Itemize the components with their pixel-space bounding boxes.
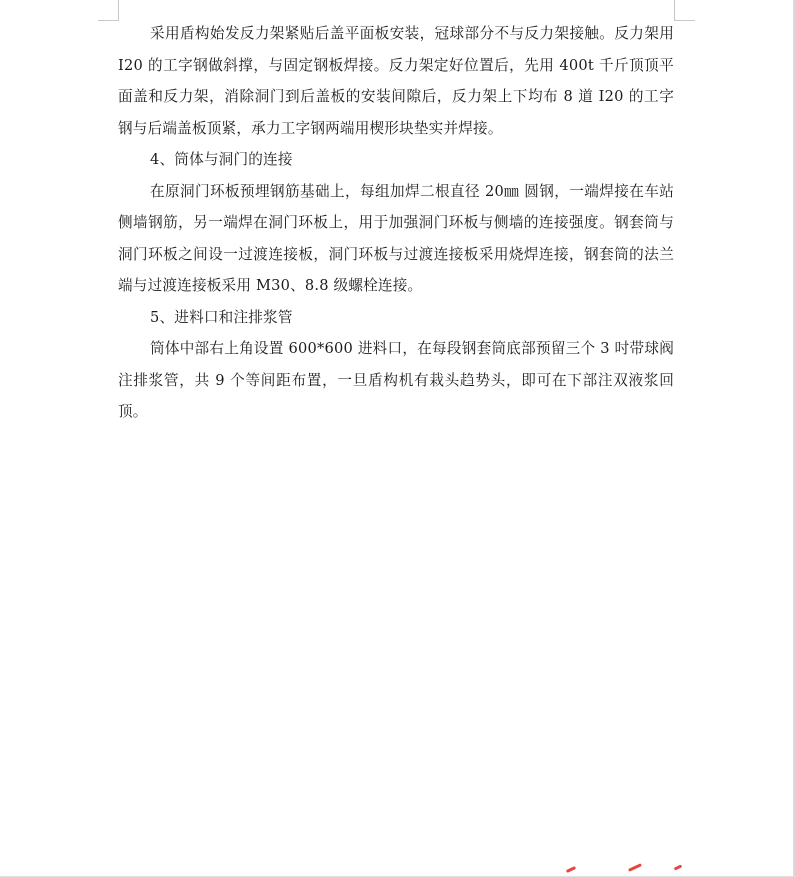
spellcheck-mark — [628, 863, 642, 872]
crop-mark-top-right — [674, 0, 695, 21]
spellcheck-mark — [674, 864, 683, 870]
crop-mark-top-left — [98, 0, 119, 21]
document-body[interactable] — [118, 18, 674, 428]
spellcheck-mark — [566, 866, 576, 873]
paragraph-feed-inlet: 筒体中部右上角设置 600*600 进料口，在每段钢套筒底部预留三个 3 吋带球阀注排浆管，共 9 个等间距布置，一旦盾构机有栽头趋势头，即可在下部注双液浆回顶。 — [118, 340, 674, 420]
paragraph-tunnel-door-connection: 在原洞门环板预埋钢筋基础上，每组加焊二根直径 20㎜ 圆钢，一端焊接在车站侧墙钢筋，另一端焊在洞门环板上，用于加强洞门环板与侧墙的连接强度。钢套筒与洞门环板之间设一过渡连接板，洞门环板与过渡连接板采用烧焊连接，钢套筒的法兰端与过渡连接板采用 M30、8.8 级螺栓连接。 — [118, 182, 674, 294]
section-heading-4: 4、筒体与洞门的连接 — [150, 151, 293, 168]
paragraph-reaction-frame: 采用盾构始发反力架紧贴后盖平面板安装，冠球部分不与反力架接触。反力架用 I20 的工字钢做斜撑，与固定钢板焊接。反力架定好位置后，先用 400t 千斤顶顶平面盖和反力架，消除洞门到后盖板的安装间隙后，反力架上下均布 8 道 I20 的工字钢与后端盖板顶紧，承力工字钢两端用楔形块垫实并焊接。 — [118, 25, 674, 137]
section-heading-5: 5、进料口和注排浆管 — [150, 308, 293, 326]
